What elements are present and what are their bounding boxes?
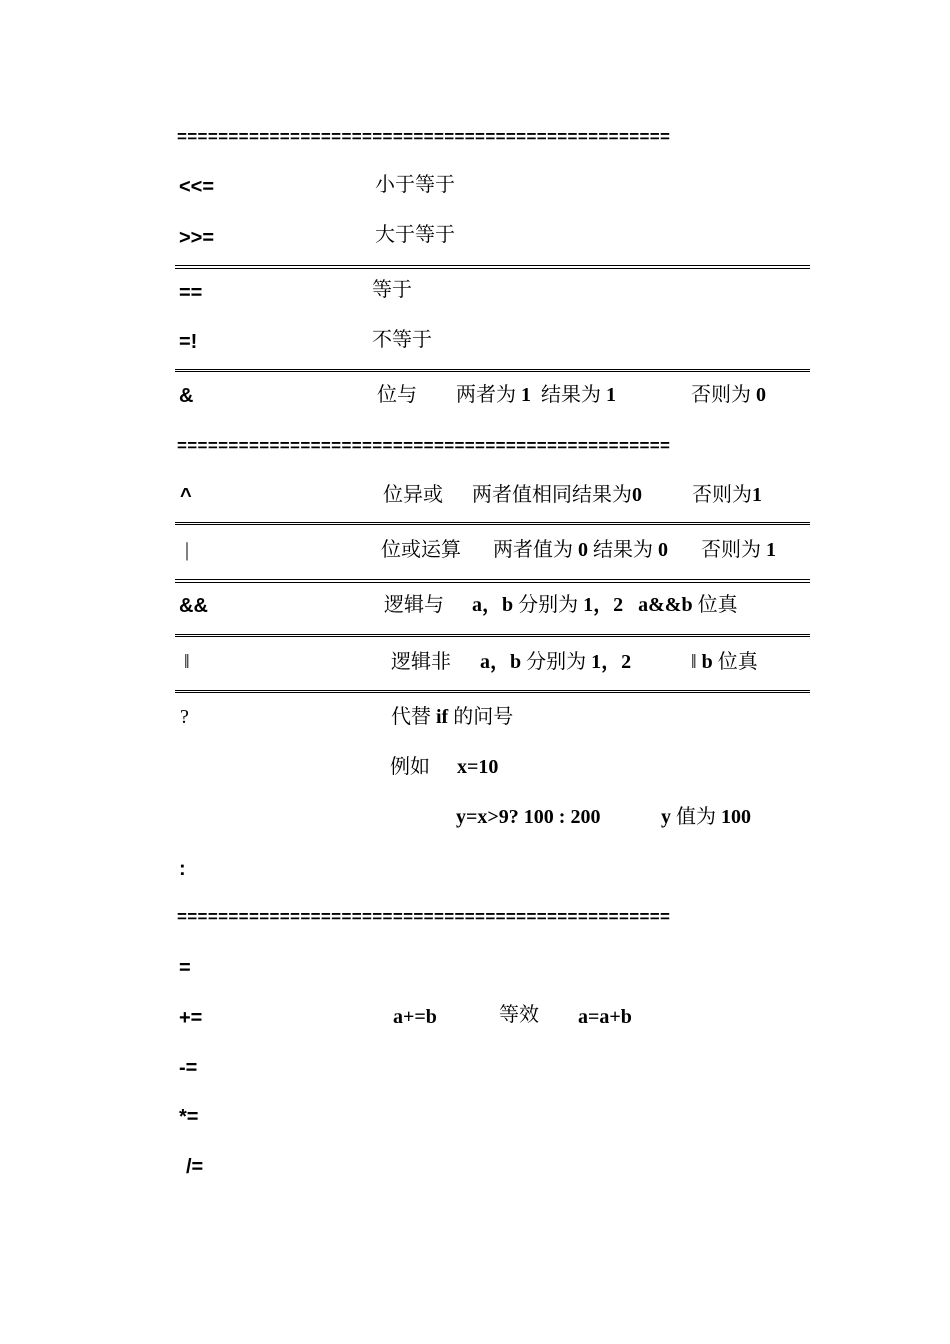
desc-bitwise-or: 位或运算 [381,539,461,561]
operator-minus-assign: -= [179,1057,198,1079]
operator-assign: = [179,957,191,979]
double-rule [175,579,810,583]
example-result: y 值为 100 [661,806,751,828]
operator-colon: : [179,858,186,880]
operator-plus-assign: += [179,1007,203,1029]
example-logical-not-result: ‖ b 位真 [691,651,758,673]
double-rule [175,634,810,637]
operator-multiply-assign: *= [179,1106,199,1128]
else-bitwise-and: 否则为 0 [691,384,766,406]
double-rule [175,265,810,269]
rule-bitwise-and: 两者为 1 结果为 1 [456,384,616,406]
else-bitwise-xor: 否则为1 [692,484,762,506]
example-logical-not: a，b 分别为 1，2 [480,651,632,673]
desc-equal: 等于 [372,279,412,301]
double-rule [175,522,810,525]
operator-less-equal: <<= [179,176,215,198]
example-label: 例如 [390,756,430,778]
rule-bitwise-xor: 两者值相同结果为0 [472,484,642,506]
desc-bitwise-and: 位与 [377,384,417,406]
example-expression: y=x>9? 100 : 200 [456,806,601,828]
separator-line: ================================================ [177,436,671,455]
separator-line: ================================================ [177,907,671,926]
separator-line: ================================================ [177,127,671,146]
operator-logical-and: && [179,595,208,617]
operator-ternary: ? [180,706,189,728]
operator-logical-not: ‖ [184,651,190,673]
operator-bitwise-and: & [179,385,194,407]
operator-greater-equal: >>= [179,227,215,249]
operator-not-equal: =! [179,331,198,353]
desc-ternary: 代替 if 的问号 [391,706,514,728]
equivalent-label: 等效 [499,1004,539,1026]
operator-equal: == [179,282,203,304]
desc-less-equal: 小于等于 [375,174,455,196]
desc-bitwise-xor: 位异或 [383,484,443,506]
operator-bitwise-or: | [185,539,190,561]
double-rule [175,690,810,693]
equivalent-expression: a=a+b [578,1006,632,1028]
desc-not-equal: 不等于 [372,329,432,351]
rule-bitwise-or: 两者值为 0 结果为 0 [493,539,668,561]
desc-greater-equal: 大于等于 [375,224,455,246]
example-logical-and: a，b 分别为 1，2 a&&b 位真 [472,594,738,616]
desc-logical-not: 逻辑非 [391,651,451,673]
operator-divide-assign: /= [186,1156,204,1178]
example-plus-assign: a+=b [393,1006,437,1028]
operator-bitwise-xor: ^ [180,485,192,507]
else-bitwise-or: 否则为 1 [701,539,776,561]
example-x: x=10 [457,756,499,778]
desc-logical-and: 逻辑与 [384,594,444,616]
double-rule [175,369,810,372]
